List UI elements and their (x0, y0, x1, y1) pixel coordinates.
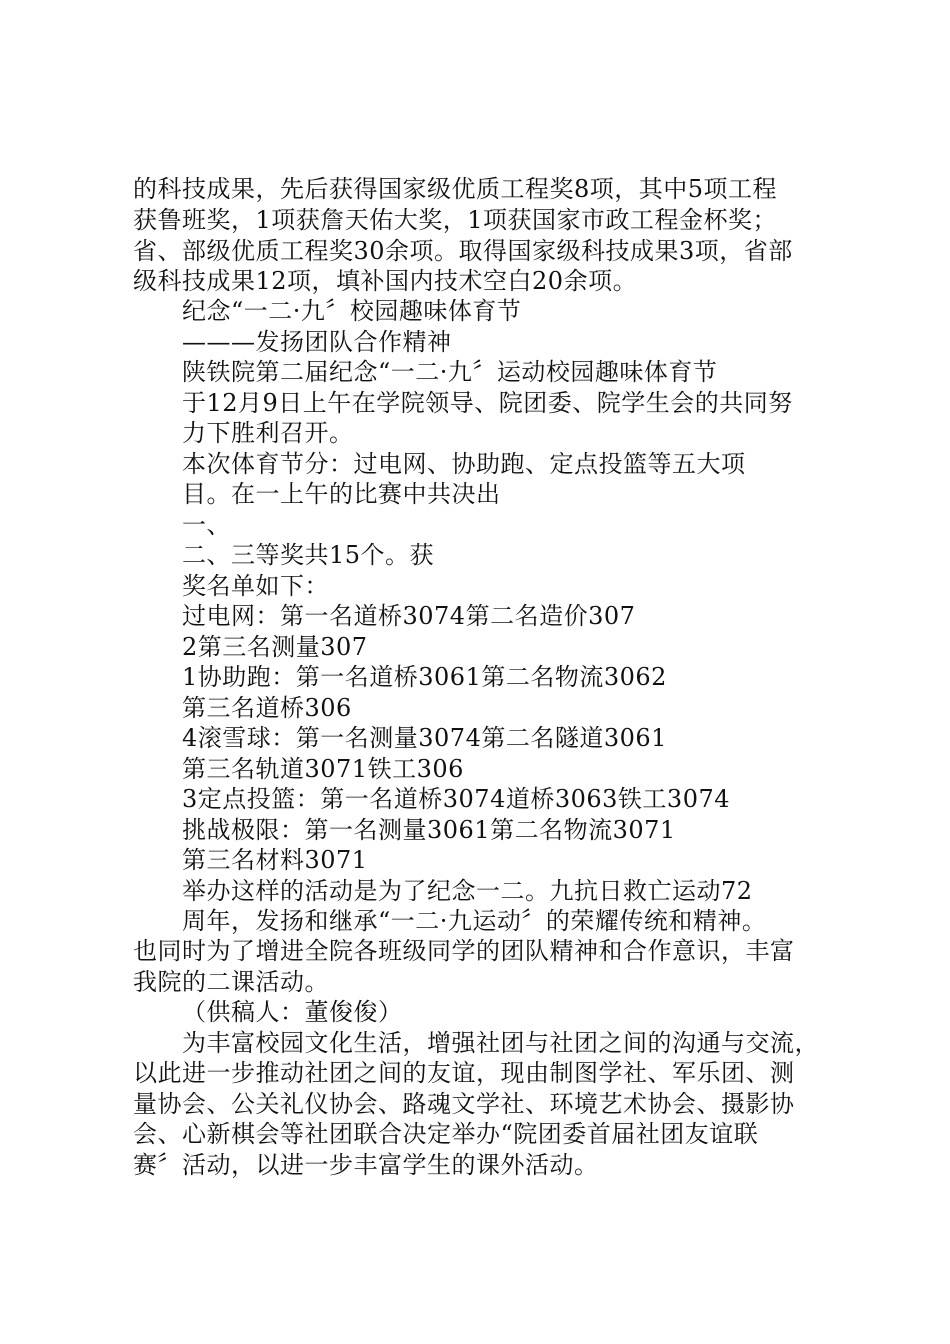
paragraph-line: 力下胜利召开。 (182, 419, 354, 447)
result-line: 4滚雪球：第一名测量3074第二名隧道3061 (182, 724, 667, 752)
paragraph-line: 奖名单如下： (182, 572, 329, 600)
result-line: 挑战极限：第一名测量3061第二名物流3071 (182, 816, 676, 844)
result-line: 2第三名测量307 (182, 633, 368, 661)
result-line: 3定点投篮：第一名道桥3074道桥3063铁工3074 (182, 785, 731, 813)
section-title: 纪念“一二·九〞校园趣味体育节 (182, 297, 522, 325)
paragraph-line: 赛〞活动，以进一步丰富学生的课外活动。 (133, 1151, 599, 1179)
result-line: 第三名轨道3071铁工306 (182, 755, 464, 783)
result-line: 1协助跑：第一名道桥3061第二名物流3062 (182, 663, 667, 691)
paragraph-line: 获鲁班奖，1项获詹天佑大奖，1项获国家市政工程金杯奖； (133, 206, 778, 234)
paragraph-line: 举办这样的活动是为了纪念一二。九抗日救亡运动72 (182, 877, 753, 905)
paragraph-line: 为丰富校园文化生活，增强社团与社团之间的沟通与交流， (182, 1029, 819, 1057)
paragraph-line: 于12月9日上午在学院领导、院团委、院学生会的共同努 (182, 389, 793, 417)
result-line: 第三名道桥306 (182, 694, 352, 722)
paragraph-line: 二、三等奖共15个。获 (182, 541, 435, 569)
section-subtitle: ———发扬团队合作精神 (182, 328, 452, 356)
paragraph-line: 也同时为了增进全院各班级同学的团队精神和合作意识，丰富 (133, 937, 795, 965)
paragraph-line: 陕铁院第二届纪念“一二·九〞运动校园趣味体育节 (182, 358, 718, 386)
paragraph-line: 目。在一上午的比赛中共决出 (182, 480, 501, 508)
paragraph-line: 我院的二课活动。 (133, 968, 329, 996)
paragraph-line: 以此进一步推动社团之间的友谊，现由制图学社、军乐团、测 (133, 1059, 795, 1087)
paragraph-line: 周年，发扬和继承“一二·九运动〞的荣耀传统和精神。 (182, 907, 767, 935)
paragraph-line: 级科技成果12项，填补国内技术空白20余项。 (133, 267, 638, 295)
result-line: 过电网：第一名道桥3074第二名造价307 (182, 602, 636, 630)
paragraph-line: 本次体育节分：过电网、协助跑、定点投篮等五大项 (182, 450, 746, 478)
paragraph-line: 量协会、公关礼仪协会、路魂文学社、环境艺术协会、摄影协 (133, 1090, 795, 1118)
result-line: 第三名材料3071 (182, 846, 368, 874)
author-credit: （供稿人：董俊俊） (182, 998, 403, 1026)
paragraph-line: 一、 (182, 511, 231, 539)
paragraph-line: 省、部级优质工程奖30余项。取得国家级科技成果3项，省部 (133, 237, 793, 265)
paragraph-line: 的科技成果，先后获得国家级优质工程奖8项，其中5项工程 (133, 175, 778, 203)
paragraph-line: 会、心新棋会等社团联合决定举办“院团委首届社团友谊联 (133, 1120, 759, 1148)
